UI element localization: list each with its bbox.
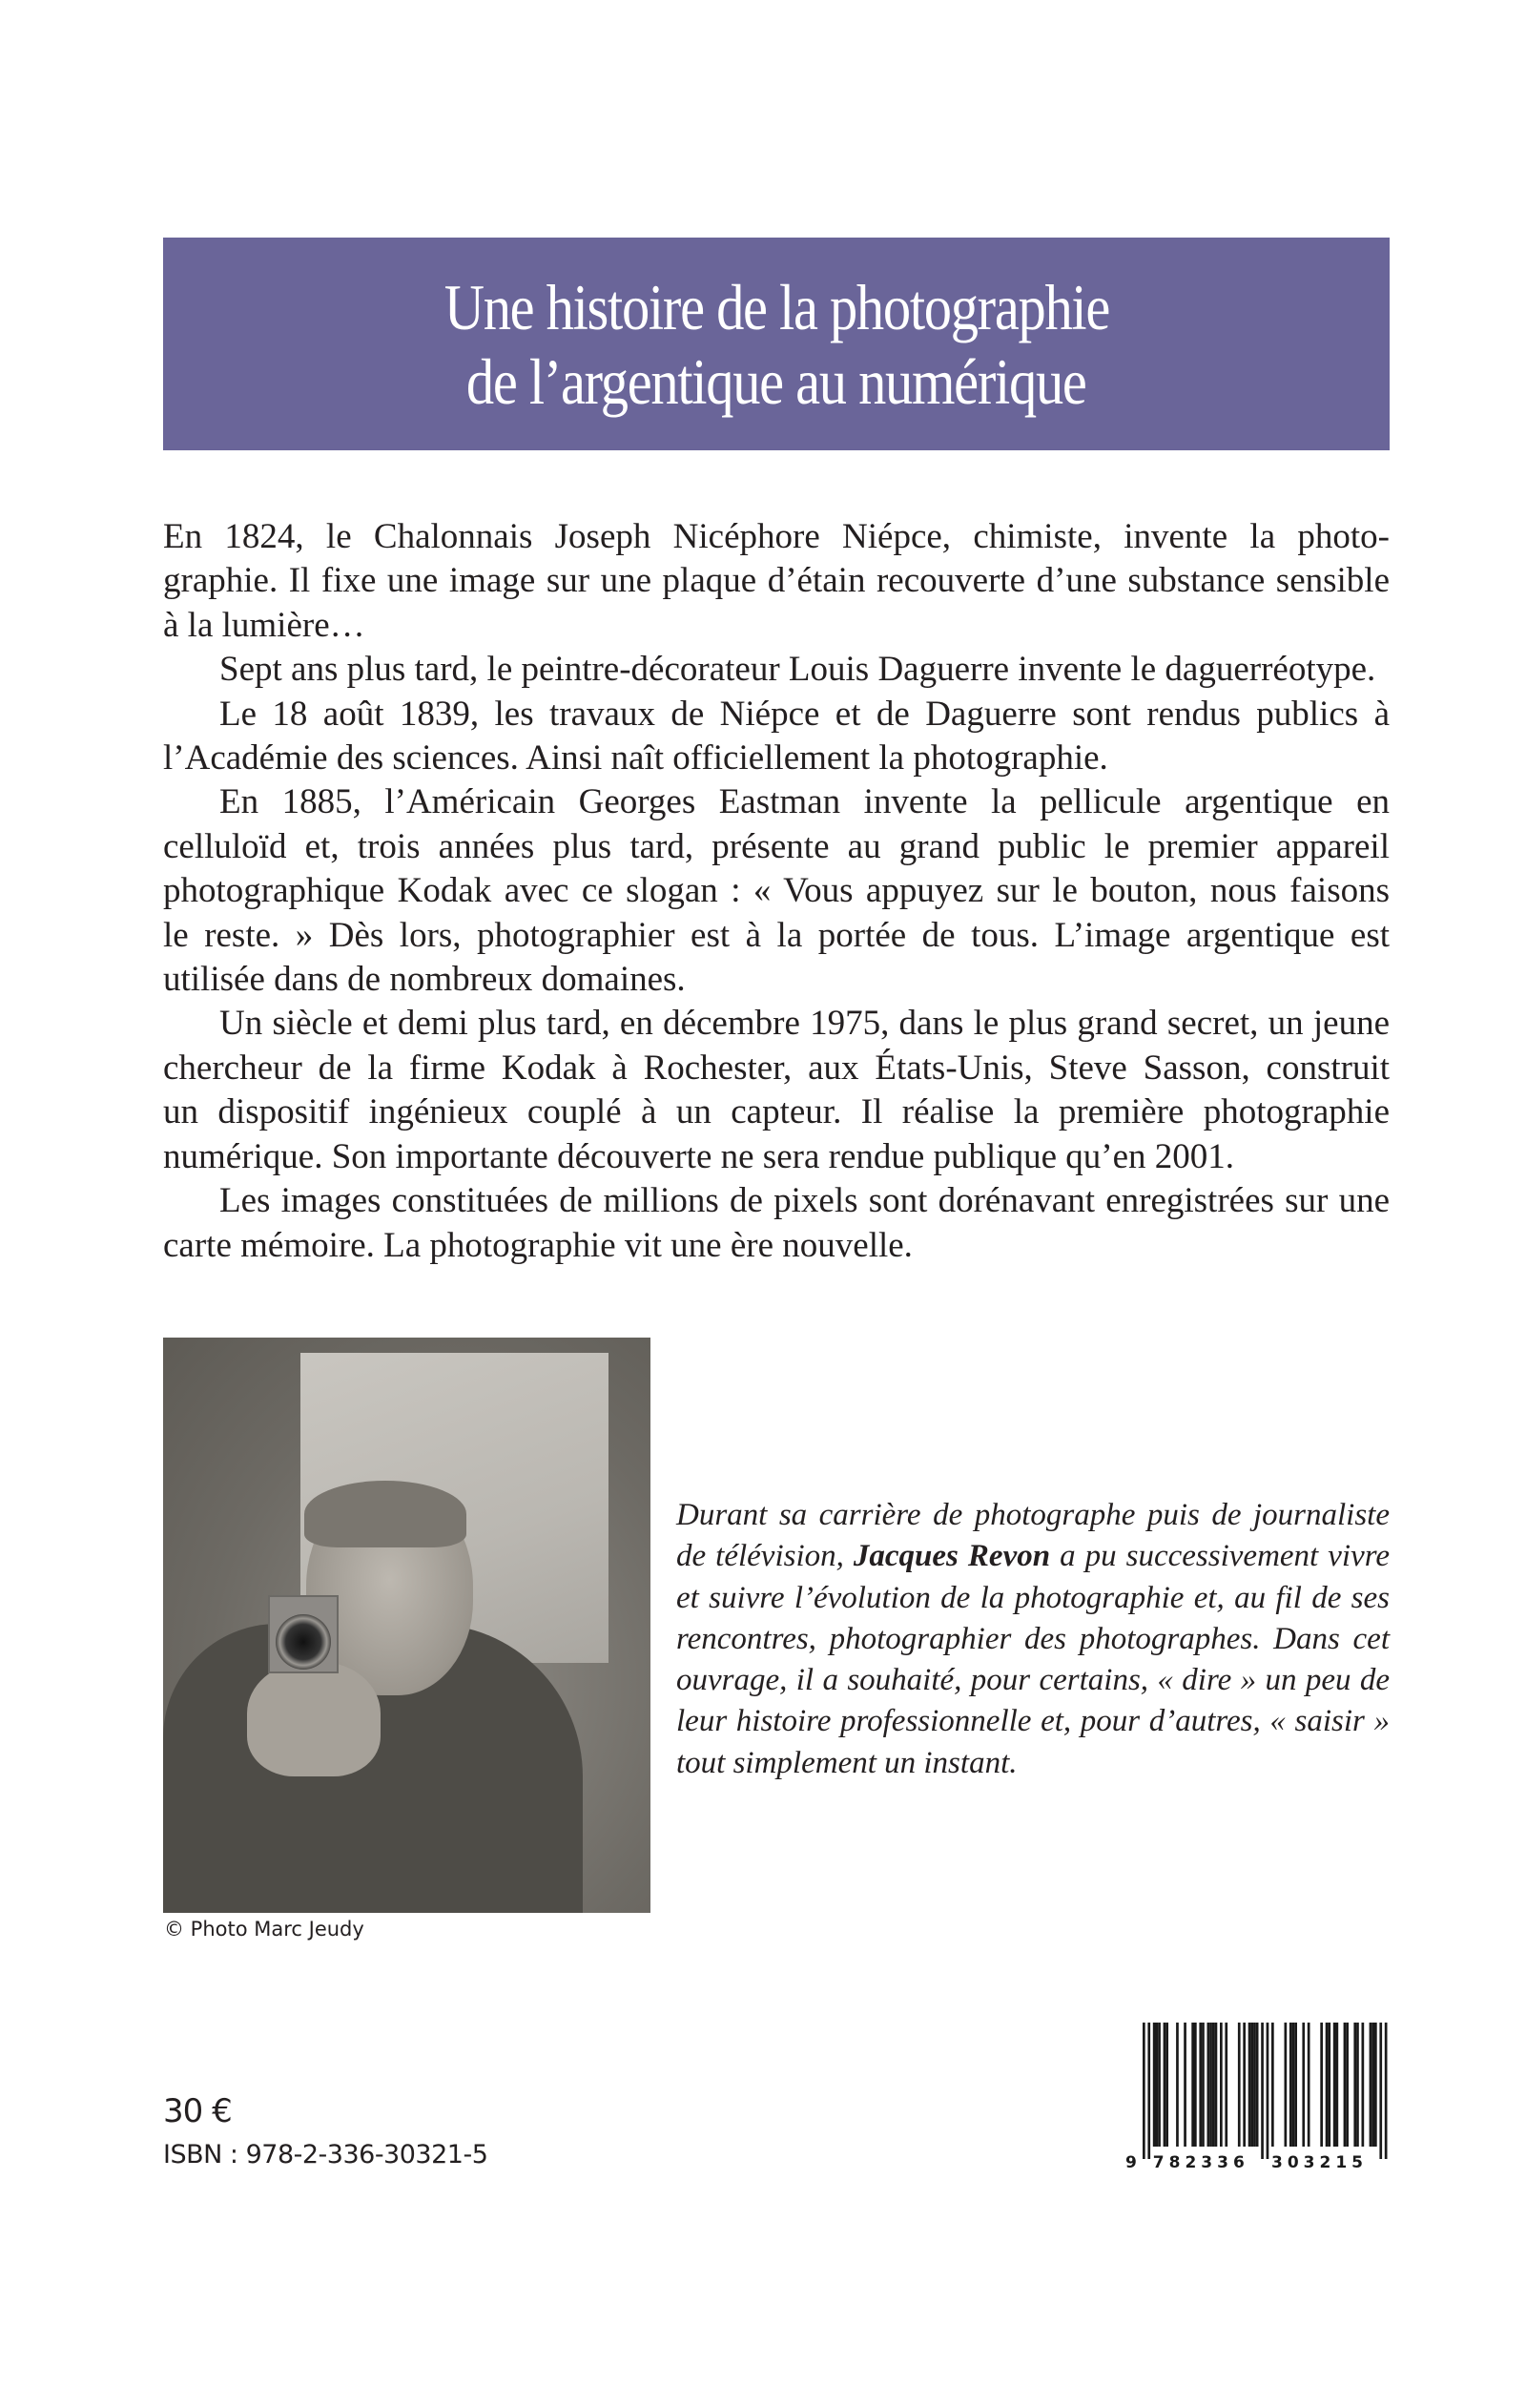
text-line: carte mémoire. La photographie vit une ère nouvelle. [163, 1225, 913, 1265]
barcode-icon [1122, 2021, 1398, 2183]
paragraph [163, 648, 1390, 692]
author-photo [163, 1338, 650, 1913]
text-line: à la lumière… [163, 605, 365, 645]
author-bio [676, 1495, 1390, 1784]
text-line: graphie. Il fixe une image sur une plaque d’étain recouverte d’une substance sensible [163, 561, 1390, 601]
bio-line: ouvrage, il a souhaité, pour certains, « dire » un peu de [676, 1663, 1390, 1698]
author-name: Jacques Revon [853, 1539, 1051, 1574]
barcode-digits-left: 782336 [1152, 2153, 1249, 2172]
paragraph [163, 780, 1390, 1002]
text-line: celluloïd et, trois années plus tard, présente au grand public le premier appareil [163, 826, 1390, 866]
paragraph [163, 515, 1390, 648]
paragraph [163, 1002, 1390, 1179]
isbn-barcode [1122, 2021, 1398, 2183]
bio-line: leur histoire professionnelle et, pour d’autres, « saisir » [676, 1704, 1390, 1739]
back-cover-summary [163, 515, 1390, 1268]
title-line-2: de l’argentique au numérique [466, 344, 1086, 418]
text-line: un dispositif ingénieux couplé à un capteur. Il réalise la première photographie [163, 1092, 1390, 1132]
photo-credit: © Photo Marc Jeudy [164, 1918, 364, 1941]
text-line: chercheur de la firme Kodak à Rochester, aux États-Unis, Steve Sasson, construit [163, 1048, 1390, 1088]
bio-line: rencontres, photographier des photographes. Dans cet [676, 1621, 1390, 1656]
barcode-digits-right: 303215 [1271, 2153, 1368, 2172]
text-line: l’Académie des sciences. Ainsi naît officiellement la photographie. [163, 738, 1108, 778]
bio-line: tout simplement un instant. [676, 1745, 1018, 1780]
title-banner [163, 238, 1390, 450]
text-line: Les images constituées de millions de pixels sont dorénavant enregistrées sur une [219, 1181, 1390, 1221]
camera-lens-icon [276, 1614, 331, 1670]
text-line: En 1885, l’Américain Georges Eastman invente la pellicule argentique en [219, 782, 1390, 822]
photo-hands [247, 1662, 381, 1776]
text-line: Le 18 août 1839, les travaux de Niépce et de Daguerre sont rendus publics à [219, 694, 1390, 734]
text-line: En 1824, le Chalonnais Joseph Nicéphore Niépce, chimiste, invente la photo- [163, 517, 1390, 556]
text-line: photographique Kodak avec ce slogan : « Vous appuyez sur le bouton, nous faisons [163, 871, 1390, 911]
bio-line: et suivre l’évolution de la photographie et, au fil de ses [676, 1580, 1390, 1615]
text-line: Sept ans plus tard, le peintre-décorateur Louis Daguerre invente le daguerréotype. [219, 650, 1376, 690]
isbn: ISBN : 978-2-336-30321-5 [163, 2140, 488, 2169]
title-line-1: Une histoire de la photographie [443, 270, 1109, 343]
text-line: le reste. » Dès lors, photographier est à la portée de tous. L’image argentique est [163, 915, 1390, 955]
paragraph [163, 693, 1390, 781]
photo-hair [304, 1481, 466, 1547]
bio-line: Durant sa carrière de photographe puis de journaliste [676, 1498, 1390, 1532]
bio-line: de télévision, Jacques Revon a pu successivement vivre [676, 1539, 1390, 1574]
text-line: utilisée dans de nombreux domaines. [163, 960, 686, 1000]
text-line: Un siècle et demi plus tard, en décembre 1975, dans le plus grand secret, un jeune [219, 1004, 1390, 1044]
text-line: numérique. Son importante découverte ne sera rendue publique qu’en 2001. [163, 1136, 1235, 1176]
paragraph [163, 1179, 1390, 1268]
barcode-digit-first: 9 [1125, 2153, 1142, 2172]
price: 30 € [163, 2092, 232, 2130]
